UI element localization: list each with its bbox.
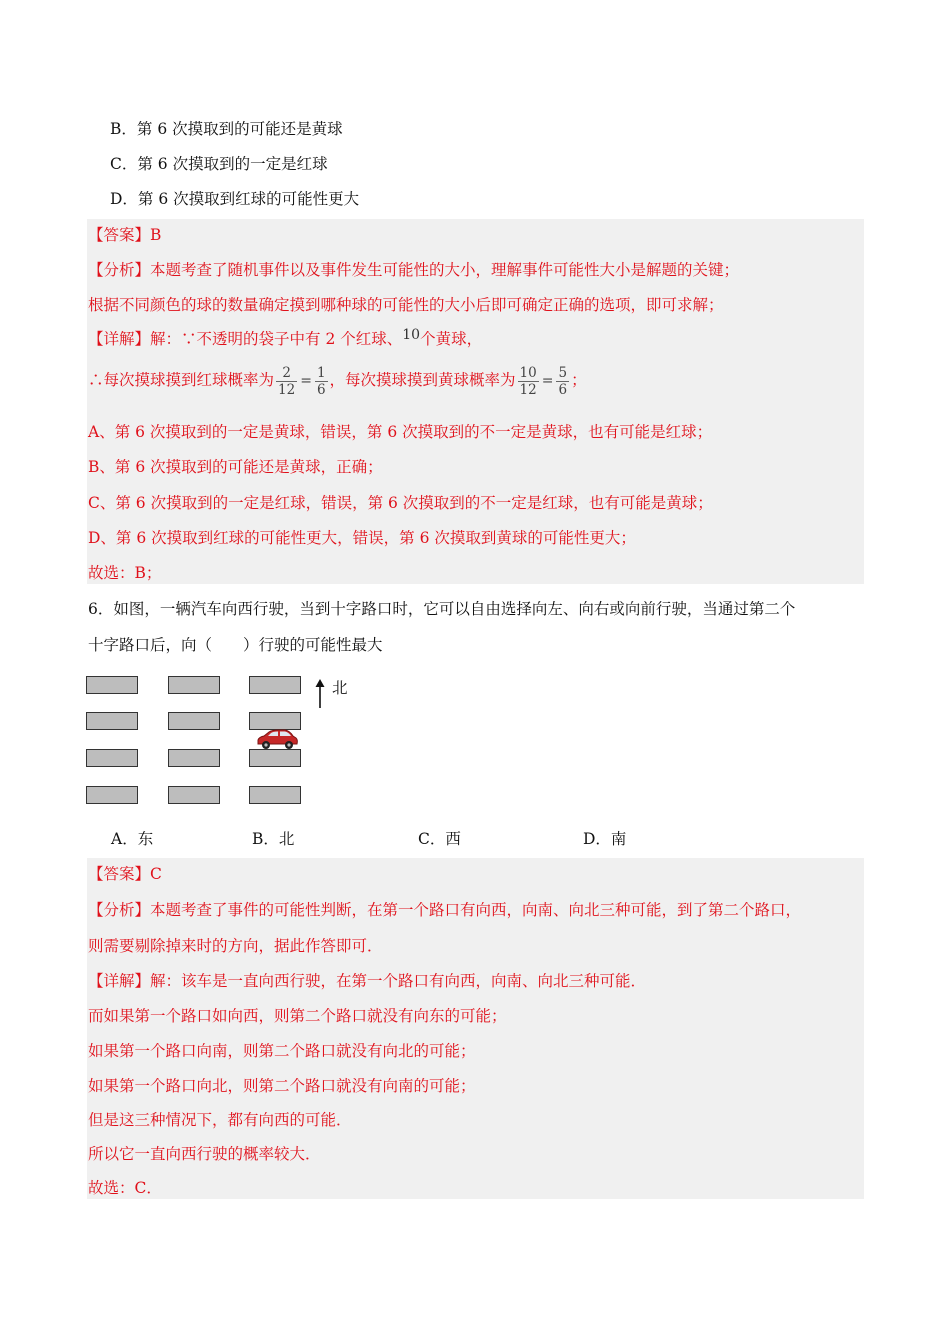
detail-text-end: 个黄球， [420,330,483,348]
city-block [168,712,220,730]
city-block [86,712,138,730]
q5-answer-line [88,224,161,246]
q5-detail-d: D、第 6 次摸取到红球的可能性更大，错误，第 6 次摸取到黄球的可能性更大； [88,529,636,547]
q5-detail-c: C、第 6 次摸取到的一定是红球，错误，第 6 次摸取到的不一定是红球，也有可能是黄球； [88,494,713,512]
q5-detail-a: A、第 6 次摸取到的一定是黄球，错误，第 6 次摸取到的不一定是黄球，也有可能是红球； [88,423,713,441]
frac-num: 1 [316,364,326,381]
prob-lead: ∴每次摸球摸到红球概率为 [88,371,275,389]
city-block [86,786,138,804]
north-arrow-icon [313,679,327,709]
fraction-10-12 [518,365,539,398]
city-block [168,786,220,804]
answer-value: B [150,226,162,244]
city-block [249,749,301,767]
q6-detail-line-3: 如果第一个路口向南，则第二个路口就没有向北的可能； [88,1042,476,1060]
frac-num: 2 [276,365,297,382]
q5-probability-line [88,362,587,399]
q6-answer-line [88,863,162,885]
q6-detail-line-1 [88,970,646,992]
fraction-5-6 [556,365,569,398]
frac-den: 6 [316,381,326,398]
q6-conclusion: 故选：C． [88,1179,162,1197]
answer-tag: 【答案】 [88,226,151,244]
q5-option-d: D．第 6 次摸取到红球的可能性更大 [110,190,360,208]
analysis-tag: 【分析】 [88,261,151,279]
q6-detail-line-4: 如果第一个路口向北，则第二个路口就没有向南的可能； [88,1077,476,1095]
city-block [249,676,301,694]
q6-option-c: C．西 [418,830,461,848]
answer-value: C [150,865,162,883]
q5-option-b: B．第 6 次摸取到的可能还是黄球 [110,120,343,138]
q5-detail-line-1 [88,328,482,351]
q5-option-c: C．第 6 次摸取到的一定是红球 [110,155,328,173]
answer-tag: 【答案】 [88,865,151,883]
detail-text: 解：∵不透明的袋子中有 2 个红球、 [150,330,403,348]
car-icon [255,729,299,751]
city-block [249,712,301,730]
city-block [249,786,301,804]
q5-analysis-line-2: 根据不同颜色的球的数量确定摸到哪种球的可能性的大小后即可确定正确的选项，即可求解； [88,296,724,314]
q6-analysis-line-1 [88,899,801,921]
q6-stem-line-1: 6．如图，一辆汽车向西行驶，当到十字路口时，它可以自由选择向左、向右或向前行驶，当通过第二个 [88,600,796,618]
city-block [86,749,138,767]
city-block [168,749,220,767]
city-block [168,676,220,694]
city-block [86,676,138,694]
q6-analysis-line-2: 则需要剔除掉来时的方向，据此作答即可． [88,937,383,955]
detail-text: 解：该车是一直向西行驶，在第一个路口有向西，向南、向北三种可能． [150,972,647,990]
fraction-2-12 [276,365,297,398]
prob-mid: ，每次摸球摸到黄球概率为 [329,371,516,389]
north-label: 北 [332,679,348,697]
equals-sign: = [300,373,312,389]
q6-option-d: D．南 [583,830,627,848]
q6-detail-line-6: 所以它一直向西行驶的概率较大． [88,1145,321,1163]
q6-option-b: B．北 [252,830,295,848]
q5-conclusion: 故选：B； [88,564,162,582]
analysis-tag: 【分析】 [88,901,151,919]
q6-stem-line-2: 十字路口后，向（ ）行驶的可能性最大 [88,636,383,654]
frac-num: 10 [519,364,537,381]
detail-tag: 【详解】 [88,972,151,990]
fraction-1-6 [315,365,328,398]
frac-num: 5 [558,364,568,381]
q6-detail-line-5: 但是这三种情况下，都有向西的可能． [88,1111,352,1129]
q5-analysis-line-1 [88,259,739,281]
prob-end: ； [571,371,587,389]
equals-sign: = [541,373,554,389]
analysis-text: 本题考查了事件的可能性判断，在第一个路口有向西，向南、向北三种可能，到了第二个路口， [150,901,802,919]
analysis-text: 本题考查了随机事件以及事件发生可能性的大小，理解事件可能性大小是解题的关键； [150,261,740,279]
detail-tag: 【详解】 [88,330,151,348]
detail-number: 10 [402,327,421,343]
frac-den: 6 [558,381,568,398]
frac-den: 12 [519,381,537,398]
q5-detail-b: B、第 6 次摸取到的可能还是黄球，正确； [88,458,383,476]
q6-option-a: A．东 [111,830,154,848]
frac-den: 12 [278,381,296,398]
q6-detail-line-2: 而如果第一个路口如向西，则第二个路口就没有向东的可能； [88,1007,507,1025]
